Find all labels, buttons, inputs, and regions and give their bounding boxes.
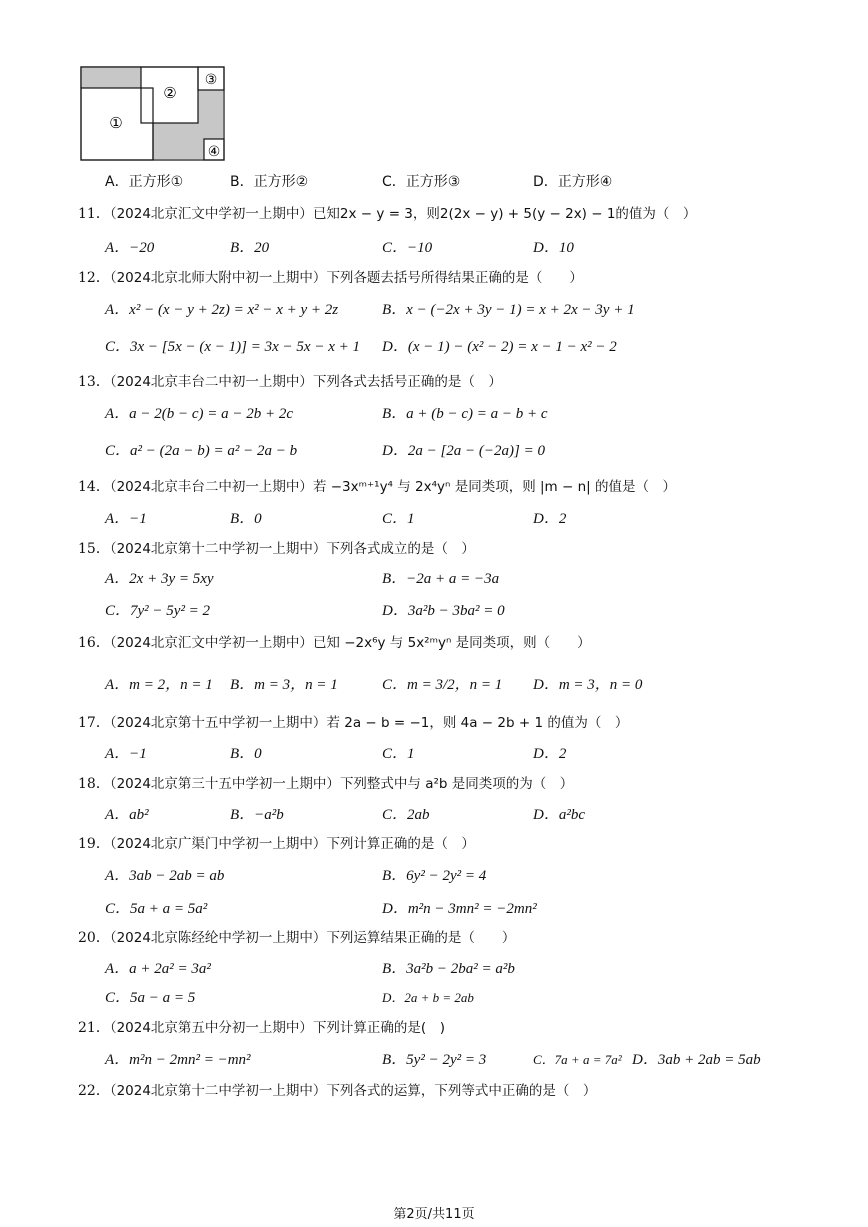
question-stem: 下列各式去括号正确的是（ ） xyxy=(312,374,502,390)
q16-option-b: B．m = 3，n = 1 xyxy=(230,677,338,693)
question-stem: 下列各式成立的是（ ） xyxy=(326,541,475,557)
squares-diagram xyxy=(80,66,226,162)
question-source: （2024北京广渠门中学初一上期中） xyxy=(109,836,327,852)
question-stem: 若 2a − b = −1，则 4a − 2b + 1 的值为（ ） xyxy=(326,715,629,731)
question-number: 12． xyxy=(78,270,110,286)
q16-option-c: C．m = 3/2，n = 1 xyxy=(382,677,503,693)
question-stem: 已知 −2x⁶y 与 5x²ᵐyⁿ 是同类项，则（ ） xyxy=(312,635,591,651)
question-source: （2024北京汇文中学初一上期中） xyxy=(109,635,313,651)
q12-option-a: A．x² − (x − y + 2z) = x² − x + y + 2z xyxy=(105,302,339,318)
question-source: （2024北京第十二中学初一上期中） xyxy=(109,1083,327,1099)
q20-option-a: A．a + 2a² = 3a² xyxy=(105,961,211,977)
q11-option-a: A．−20 xyxy=(105,240,155,256)
question-source: （2024北京第三十五中学初一上期中） xyxy=(109,776,340,792)
question-source: （2024北京陈经纶中学初一上期中） xyxy=(109,930,327,946)
question-number: 18． xyxy=(78,776,110,792)
shaded-top-strip xyxy=(80,66,141,88)
question-stem: 下列整式中与 a²b 是同类项的为（ ） xyxy=(339,776,574,792)
question-13 xyxy=(78,372,502,392)
q12-option-b: B．x − (−2x + 3y − 1) = x + 2x − 3y + 1 xyxy=(382,302,635,318)
question-stem: 下列各题去括号所得结果正确的是（ ） xyxy=(326,270,583,286)
q15-option-c: C．7y² − 5y² = 2 xyxy=(105,603,211,619)
question-11 xyxy=(78,204,696,224)
question-22 xyxy=(78,1081,596,1101)
q14-option-b: B．0 xyxy=(230,511,262,527)
question-source: （2024北京丰台二中初一上期中） xyxy=(109,479,313,495)
q21-option-c: C．7a + a = 7a² xyxy=(533,1052,622,1067)
q11-option-d: D．10 xyxy=(533,240,574,256)
label-square-4: ④ xyxy=(207,144,221,160)
q14-option-c: C．1 xyxy=(382,511,415,527)
q17-option-d: D．2 xyxy=(533,746,567,762)
q19-option-d: D．m²n − 3mn² = −2mn² xyxy=(382,901,537,917)
question-number: 19． xyxy=(78,836,110,852)
question-17 xyxy=(78,713,628,733)
q14-option-d: D．2 xyxy=(533,511,567,527)
q10-option-b: B．正方形② xyxy=(230,174,309,190)
question-source: （2024北京北师大附中初一上期中） xyxy=(109,270,327,286)
q17-option-b: B．0 xyxy=(230,746,262,762)
q21-option-a: A．m²n − 2mn² = −mn² xyxy=(105,1052,251,1068)
question-14 xyxy=(78,477,676,497)
q17-option-c: C．1 xyxy=(382,746,415,762)
q20-option-b: B．3a²b − 2ba² = a²b xyxy=(382,961,515,977)
q13-option-d: D．2a − [2a − (−2a)] = 0 xyxy=(382,443,545,459)
q19-option-a: A．3ab − 2ab = ab xyxy=(105,868,225,884)
q12-option-c: C．3x − [5x − (x − 1)] = 3x − 5x − x + 1 xyxy=(105,339,360,355)
q13-option-b: B．a + (b − c) = a − b + c xyxy=(382,406,548,422)
question-number: 21． xyxy=(78,1020,110,1036)
question-source: （2024北京丰台二中初一上期中） xyxy=(109,374,313,390)
q17-option-a: A．−1 xyxy=(105,746,147,762)
question-stem: 若 −3xᵐ⁺¹y⁴ 与 2x⁴yⁿ 是同类项，则 |m − n| 的值是（ ） xyxy=(312,479,676,495)
question-source: （2024北京第十二中学初一上期中） xyxy=(109,541,327,557)
question-stem: 下列计算正确的是( ) xyxy=(312,1020,445,1036)
question-stem: 下列各式的运算，下列等式中正确的是（ ） xyxy=(326,1083,597,1099)
label-square-3: ③ xyxy=(204,72,218,88)
q20-option-c: C．5a − a = 5 xyxy=(105,990,196,1006)
question-stem: 已知2x − y = 3，则2(2x − y) + 5(y − 2x) − 1的值为（ ） xyxy=(312,206,697,222)
question-20 xyxy=(78,928,515,948)
q14-option-a: A．−1 xyxy=(105,511,147,527)
question-stem: 下列计算正确的是（ ） xyxy=(326,836,475,852)
question-number: 13． xyxy=(78,374,110,390)
q18-option-d: D．a²bc xyxy=(533,807,585,823)
q20-option-d: D．2a + b = 2ab xyxy=(382,990,474,1005)
q16-option-a: A．m = 2，n = 1 xyxy=(105,677,213,693)
question-15 xyxy=(78,539,475,559)
question-number: 22． xyxy=(78,1083,110,1099)
q10-option-d: D．正方形④ xyxy=(533,174,613,190)
question-21 xyxy=(78,1018,445,1038)
question-source: （2024北京第十五中学初一上期中） xyxy=(109,715,327,731)
question-number: 17． xyxy=(78,715,110,731)
question-number: 20． xyxy=(78,930,110,946)
page-footer: 第2页/共11页 xyxy=(393,1207,475,1222)
q18-option-b: B．−a²b xyxy=(230,807,284,823)
label-square-2: ② xyxy=(163,84,177,102)
q13-option-a: A．a − 2(b − c) = a − 2b + 2c xyxy=(105,406,294,422)
label-square-1: ① xyxy=(109,114,123,132)
q15-option-b: B．−2a + a = −3a xyxy=(382,571,500,587)
question-source: （2024北京汇文中学初一上期中） xyxy=(109,206,313,222)
question-12 xyxy=(78,268,583,288)
q19-option-b: B．6y² − 2y² = 4 xyxy=(382,868,487,884)
q21-option-d: D．3ab + 2ab = 5ab xyxy=(632,1052,761,1068)
question-number: 11． xyxy=(78,206,110,222)
q12-option-d: D．(x − 1) − (x² − 2) = x − 1 − x² − 2 xyxy=(382,339,617,355)
question-number: 15． xyxy=(78,541,110,557)
q19-option-c: C．5a + a = 5a² xyxy=(105,901,208,917)
question-19 xyxy=(78,834,475,854)
q16-option-d: D．m = 3，n = 0 xyxy=(533,677,643,693)
q21-option-b: B．5y² − 2y² = 3 xyxy=(382,1052,487,1068)
q15-option-a: A．2x + 3y = 5xy xyxy=(105,571,214,587)
question-number: 16． xyxy=(78,635,110,651)
q10-option-a: A．正方形① xyxy=(105,174,184,190)
q18-option-c: C．2ab xyxy=(382,807,430,823)
q11-option-c: C．−10 xyxy=(382,240,433,256)
q13-option-c: C．a² − (2a − b) = a² − 2a − b xyxy=(105,443,298,459)
q15-option-d: D．3a²b − 3ba² = 0 xyxy=(382,603,505,619)
question-16 xyxy=(78,633,591,653)
q11-option-b: B．20 xyxy=(230,240,270,256)
question-18 xyxy=(78,774,573,794)
question-source: （2024北京第五中分初一上期中） xyxy=(109,1020,313,1036)
q10-option-c: C．正方形③ xyxy=(382,174,461,190)
squares-figure xyxy=(80,66,226,162)
question-number: 14． xyxy=(78,479,110,495)
question-stem: 下列运算结果正确的是（ ） xyxy=(326,930,516,946)
q18-option-a: A．ab² xyxy=(105,807,149,823)
